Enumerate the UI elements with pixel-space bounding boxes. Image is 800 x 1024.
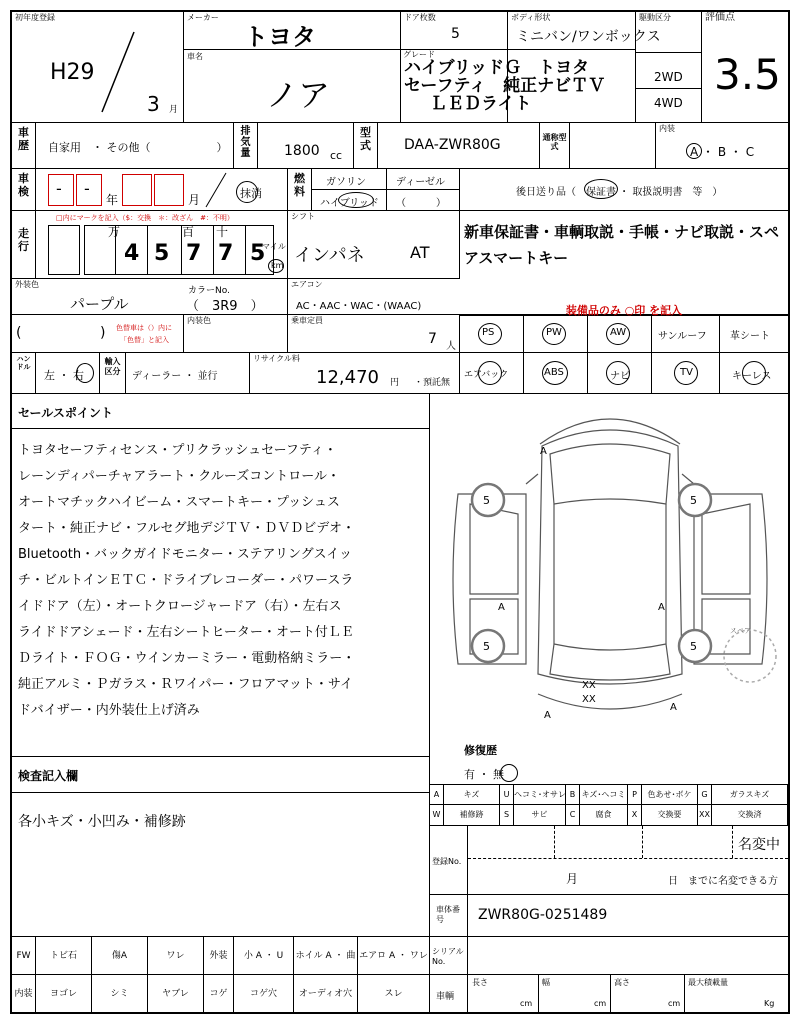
mile-sep-4 bbox=[213, 226, 214, 274]
mark-a-right: A bbox=[658, 602, 665, 613]
legend-cell: S bbox=[500, 805, 514, 825]
legend-cell: X bbox=[628, 805, 642, 825]
int-color-label: 内装色 bbox=[187, 316, 211, 325]
maker-box bbox=[184, 12, 400, 50]
legend-cell: 交換要 bbox=[642, 805, 698, 825]
deliver-cell bbox=[460, 169, 788, 210]
disp-label-cell bbox=[234, 123, 258, 168]
model-label-cell bbox=[354, 123, 378, 168]
car-diagram-svg bbox=[430, 394, 788, 784]
legend-cell: ヘコミ･オサレ bbox=[514, 785, 566, 805]
color-value: パープル bbox=[70, 295, 129, 313]
mile-sep-5 bbox=[245, 226, 246, 274]
use-cell bbox=[36, 123, 234, 168]
legend bbox=[430, 784, 788, 826]
sales-line: タート・純正ナビ・フルセグ地デジＴＶ・ＤＶＤビデオ・ bbox=[18, 521, 355, 536]
shift-value: インパネ bbox=[294, 245, 365, 266]
serial-label: シリアルNo. bbox=[432, 947, 464, 966]
mile-unit-mile: マイル bbox=[262, 242, 286, 251]
insp-month-unit: 月 bbox=[188, 193, 201, 207]
drive-divider-2 bbox=[636, 88, 701, 89]
maker-car-cell bbox=[184, 12, 400, 122]
fuel-gasoline: ガソリン bbox=[326, 177, 366, 188]
equip-leather bbox=[720, 315, 788, 352]
change-paren-l: ( bbox=[16, 325, 22, 341]
legend-cell: B bbox=[566, 785, 580, 805]
damage-cell: ワレ bbox=[148, 937, 204, 975]
spare-label: スペア bbox=[730, 627, 751, 635]
grade-box bbox=[400, 49, 636, 123]
damage-cell: コゲ bbox=[204, 975, 234, 1013]
handle-label-cell bbox=[12, 353, 36, 393]
grade-label: グレード bbox=[403, 50, 435, 59]
sales-box bbox=[12, 394, 430, 757]
score-cell bbox=[702, 12, 788, 122]
import-cell bbox=[126, 353, 250, 393]
aircon-label: エアコン bbox=[291, 280, 323, 289]
mile-note: □内にマークを記入（$：交換 ＊：改ざん #：不明） bbox=[56, 214, 234, 222]
color-row bbox=[12, 279, 460, 315]
mark-xx-1: XX bbox=[582, 680, 596, 691]
tire-rr-grade: 5 bbox=[690, 640, 697, 653]
interior-cell bbox=[656, 123, 788, 168]
serial-label-cell bbox=[430, 937, 468, 975]
car-label: 車名 bbox=[187, 52, 203, 61]
disp-value: 1800 bbox=[284, 143, 320, 159]
equip-aw bbox=[588, 315, 652, 352]
equip-tv bbox=[652, 353, 720, 393]
recycle-value: 12,470 bbox=[316, 367, 379, 388]
legend-cell: サビ bbox=[514, 805, 566, 825]
equip-sunroof-label: サンルーフ bbox=[658, 331, 707, 342]
capacity-unit: 人 bbox=[446, 341, 456, 352]
insp-date-cell bbox=[36, 169, 288, 210]
deliver-label: 後日送り品（ 保証書 ・ 取扱説明書 等 ） bbox=[516, 187, 723, 198]
drive-2wd: 2WD bbox=[654, 70, 683, 84]
doors-box bbox=[401, 12, 507, 50]
damage-grid bbox=[12, 937, 430, 1014]
insp-dash-1: - bbox=[56, 179, 62, 198]
maker-label: メーカー bbox=[187, 13, 219, 22]
mark-a-left: A bbox=[498, 602, 505, 613]
size-hgt: 高さ bbox=[614, 978, 630, 987]
fuel-vdivider bbox=[386, 169, 387, 210]
recycle-cell bbox=[250, 353, 460, 393]
check-title-row bbox=[12, 757, 430, 793]
legend-cell: P bbox=[628, 785, 642, 805]
shift-label: シフト bbox=[291, 212, 315, 221]
equip-navi bbox=[588, 353, 652, 393]
year-cell bbox=[12, 12, 184, 122]
mileage-row bbox=[12, 211, 788, 279]
legend-cell: A bbox=[430, 785, 444, 805]
common-cell bbox=[570, 123, 656, 168]
sales-line: 純正アルミ・Ｐガラス・Ｒワイパー・フロアマット・サイ bbox=[18, 677, 354, 692]
tire-fl-grade: 5 bbox=[483, 494, 490, 507]
equip-sunroof bbox=[652, 315, 720, 352]
fuel-label: 燃料 bbox=[294, 172, 305, 198]
model-value: DAA-ZWR80G bbox=[404, 137, 501, 153]
check-title: 検査記入欄 bbox=[18, 769, 79, 783]
capacity-value: 7 bbox=[428, 331, 437, 347]
interior-value: A ・ B ・ C bbox=[690, 145, 755, 159]
damage-cell: FW bbox=[12, 937, 36, 975]
common-label-cell bbox=[540, 123, 570, 168]
equip-pw-label: PW bbox=[546, 327, 562, 338]
damage-cell: シミ bbox=[92, 975, 148, 1013]
regno-v1 bbox=[554, 826, 555, 858]
maker-value: トヨタ bbox=[244, 23, 316, 51]
doors-value: 5 bbox=[451, 26, 460, 42]
regno-v2 bbox=[642, 826, 643, 858]
disp-cell bbox=[258, 123, 354, 168]
damage-cell: トビ石 bbox=[36, 937, 92, 975]
legend-cell: キズ･ヘコミ bbox=[580, 785, 628, 805]
regno-day-text: 日 までに名変できる方 bbox=[668, 876, 778, 887]
equip-pw bbox=[524, 315, 588, 352]
year-value: H29 bbox=[50, 60, 95, 85]
reg-label: 車歴 bbox=[18, 126, 29, 152]
car-diagram bbox=[430, 394, 788, 784]
fuel-label-cell bbox=[288, 169, 312, 210]
fuel-hybrid: ハイブリッド bbox=[320, 198, 379, 209]
drive-divider bbox=[636, 52, 701, 53]
equip-tv-label: TV bbox=[680, 367, 693, 378]
equip-airbag bbox=[460, 353, 524, 393]
equip-ps-label: PS bbox=[482, 327, 495, 338]
size-box bbox=[430, 975, 788, 1014]
sales-line: レーンディパーチャアラート・クルーズコントロール・ bbox=[18, 469, 341, 484]
equip-aw-label: AW bbox=[610, 327, 627, 338]
capacity-label: 乗車定員 bbox=[291, 316, 323, 325]
mark-a-rear-r: A bbox=[670, 702, 677, 713]
damage-cell: スレ bbox=[358, 975, 430, 1013]
damage-cell: エアロ A ・ ワレ bbox=[358, 937, 430, 975]
drive-label: 駆動区分 bbox=[639, 13, 671, 22]
mile-unit-man: 万 bbox=[108, 225, 121, 239]
mile-digit-2: 5 bbox=[154, 241, 170, 266]
regno-label: 登録No. bbox=[432, 857, 462, 866]
mile-digit-3: 7 bbox=[186, 241, 202, 266]
auction-sheet bbox=[10, 10, 790, 1014]
trans-value: AT bbox=[410, 243, 430, 262]
legend-cell: 色あせ･ボケ bbox=[642, 785, 698, 805]
insp-label: 車検 bbox=[18, 172, 29, 198]
sales-line: Bluetooth・バックガイドモニター・ステアリングスイッ bbox=[18, 547, 353, 562]
legend-cell: W bbox=[430, 805, 444, 825]
repair-value: 有 ・ 無 bbox=[464, 768, 504, 781]
aircon-cell bbox=[288, 279, 460, 314]
mile-label-cell bbox=[12, 211, 36, 279]
sales-line: ドバイザー・内外装仕上げ済み bbox=[18, 703, 200, 718]
month-unit: 月 bbox=[169, 105, 179, 115]
car-value: ノア bbox=[266, 76, 331, 114]
size-load-unit: Kg bbox=[764, 999, 775, 1008]
model-label: 型式 bbox=[360, 126, 371, 152]
header-row bbox=[12, 12, 788, 123]
equip-keyless-label: キーレス bbox=[732, 371, 772, 382]
change-note-2: 「色替」と記入 bbox=[120, 336, 169, 344]
legend-cell: キズ bbox=[444, 785, 500, 805]
mile-mark-box bbox=[48, 225, 80, 275]
color-no-label: カラーNo. bbox=[188, 286, 230, 296]
insp-year-unit: 年 bbox=[106, 193, 119, 207]
regno-change: 名変中 bbox=[738, 837, 780, 853]
chassis-value: ZWR80G-0251489 bbox=[478, 907, 608, 923]
size-wid-unit: cm bbox=[594, 999, 607, 1008]
mark-a-front: A bbox=[540, 446, 547, 457]
mile-label: 走行 bbox=[18, 227, 29, 253]
int-color-cell bbox=[184, 315, 288, 352]
insp-dash-2: - bbox=[84, 179, 90, 198]
damage-cell: ホイル A ・ 曲 bbox=[294, 937, 358, 975]
serial-box bbox=[430, 937, 788, 975]
damage-cell: 外装 bbox=[204, 937, 234, 975]
size-label: 車輌 bbox=[436, 992, 455, 1002]
legend-cell: G bbox=[698, 785, 712, 805]
equip-keyless bbox=[720, 353, 788, 393]
fuel-cell bbox=[312, 169, 460, 210]
change-cell bbox=[12, 315, 184, 352]
legend-cell: U bbox=[500, 785, 514, 805]
regno-label-cell bbox=[430, 826, 468, 895]
size-len: 長さ bbox=[472, 978, 488, 987]
sales-title: セールスポイント bbox=[18, 406, 113, 420]
chassis-box bbox=[430, 895, 788, 937]
interior-label: 内装 bbox=[659, 124, 675, 133]
damage-cell: ヨゴレ bbox=[36, 975, 92, 1013]
grade-line-2: セーフティ 純正ナビＴＶ bbox=[404, 76, 606, 96]
mile-digit-1: 4 bbox=[124, 241, 140, 266]
reg-row bbox=[12, 123, 788, 169]
drive-4wd: 4WD bbox=[654, 96, 683, 110]
size-sep-3 bbox=[684, 975, 685, 1014]
check-value: 各小キズ・小凹み・補修跡 bbox=[18, 814, 186, 830]
size-load: 最大積載量 bbox=[688, 978, 728, 987]
chassis-label: 車体番号 bbox=[436, 905, 460, 924]
insp-label-cell bbox=[12, 169, 36, 210]
damage-cell: 傷A bbox=[92, 937, 148, 975]
inspection-row bbox=[12, 169, 788, 211]
legend-cell: 交換済 bbox=[712, 805, 788, 825]
damage-cell: コゲ穴 bbox=[234, 975, 294, 1013]
shift-cell bbox=[288, 211, 460, 279]
recycle-label: リサイクル料 bbox=[253, 354, 300, 363]
cap-row bbox=[12, 315, 788, 353]
color-no: （ 3R9 ） bbox=[186, 299, 264, 314]
body-value: ミニバン/ワンボックス bbox=[516, 29, 661, 45]
doors-label: ドア枚数 bbox=[404, 13, 436, 22]
size-sep-2 bbox=[610, 975, 611, 1014]
regno-box bbox=[430, 826, 788, 895]
handle-value: 左 ・ 右 bbox=[44, 369, 84, 382]
insp-status: 抹消 bbox=[240, 187, 262, 200]
mile-unit-juu: 十 bbox=[216, 225, 229, 239]
handle-circle bbox=[76, 363, 94, 383]
tire-fr-grade: 5 bbox=[690, 494, 697, 507]
equip-notes-text: 新車保証書・車輌取説・手帳・ナビ取説・スペアスマートキー bbox=[464, 223, 780, 267]
aircon-value: AC・AAC・WAC・(WAAC) bbox=[296, 301, 422, 312]
tire-rl-grade: 5 bbox=[483, 640, 490, 653]
repair-label: 修復歴 bbox=[464, 744, 497, 757]
mile-cell bbox=[36, 211, 288, 279]
mile-digit-5: 5 bbox=[250, 241, 266, 266]
recycle-unit: 円 bbox=[390, 378, 400, 388]
mile-unit-hyaku: 百 bbox=[182, 225, 195, 239]
color-cell bbox=[12, 279, 288, 314]
misc-row bbox=[12, 353, 788, 394]
regno-dash bbox=[468, 858, 788, 859]
mile-sep-2 bbox=[147, 226, 148, 274]
color-label: 外装色 bbox=[15, 280, 39, 289]
regno-v3 bbox=[732, 826, 733, 858]
equip-airbag-label: エアバック bbox=[464, 370, 509, 380]
size-wid: 幅 bbox=[542, 978, 550, 987]
model-cell bbox=[378, 123, 540, 168]
size-sep-1 bbox=[538, 975, 539, 1014]
legend-cell: 補修跡 bbox=[444, 805, 500, 825]
mark-xx-2: XX bbox=[582, 694, 596, 705]
equip-title-box bbox=[460, 299, 788, 316]
drive-cell bbox=[636, 12, 702, 122]
size-hgt-unit: cm bbox=[668, 999, 681, 1008]
equip-abs bbox=[524, 353, 588, 393]
regno-month: 月 bbox=[566, 872, 579, 886]
year-label: 初年度登録 bbox=[15, 13, 55, 22]
fuel-other: （ ） bbox=[396, 198, 446, 209]
capacity-cell bbox=[288, 315, 460, 352]
size-len-unit: cm bbox=[520, 999, 533, 1008]
disp-label: 排気量 bbox=[240, 126, 251, 159]
month-value: 3 bbox=[147, 92, 160, 116]
score-value: 3.5 bbox=[714, 50, 781, 99]
legend-cell: 腐食 bbox=[580, 805, 628, 825]
sales-lines bbox=[18, 438, 425, 724]
grade-line-1: ハイブリッドＧ トヨタ bbox=[404, 58, 590, 78]
handle-cell bbox=[36, 353, 100, 393]
sales-line: イドドア（左）・オートクロージャードア（右）・左右ス bbox=[18, 599, 342, 614]
score-label: 評価点 bbox=[705, 12, 735, 23]
equip-title: 装備品のみ ○印 を記入 bbox=[565, 304, 683, 317]
check-box bbox=[12, 793, 430, 937]
disp-unit: cc bbox=[330, 149, 343, 162]
common-label: 通称型式 bbox=[542, 133, 567, 151]
recycle-deposit: ・預託無 bbox=[414, 378, 451, 388]
sales-line: ライドドアシェード・左右シートヒーター・オート付ＬＥ bbox=[18, 625, 354, 640]
mark-a-rear-l: A bbox=[544, 710, 551, 721]
size-label-cell bbox=[430, 975, 468, 1014]
legend-cell: C bbox=[566, 805, 580, 825]
equip-leather-label: 革シート bbox=[730, 331, 770, 342]
sales-line: オートマチックハイビーム・スマートキー・プッシュス bbox=[18, 495, 340, 510]
change-note-1: 色替車は（）内に bbox=[116, 324, 172, 332]
sales-line: トヨタセーフティセンス・プリクラッシュセーフティ・ bbox=[18, 443, 337, 458]
body-label: ボディ形状 bbox=[511, 13, 551, 22]
import-label: 輸入区分 bbox=[104, 357, 121, 376]
legend-cell: XX bbox=[698, 805, 712, 825]
chassis-label-cell bbox=[430, 895, 468, 937]
import-value: ディーラー ・ 並行 bbox=[132, 371, 218, 382]
equip-abs-label: ABS bbox=[544, 367, 564, 378]
damage-cell: ヤブレ bbox=[148, 975, 204, 1013]
equip-navi-label: ナビ bbox=[610, 371, 630, 382]
sales-line: Ｄライト・ＦＯＧ・ウインカーミラー・電動格納ミラー・ bbox=[18, 651, 356, 666]
reg-label-cell bbox=[12, 123, 36, 168]
grade-line-3: ＬＥＤライト bbox=[430, 94, 532, 114]
damage-cell: 内装 bbox=[12, 975, 36, 1013]
legend-cell: ガラスキズ bbox=[712, 785, 788, 805]
use-value: 自家用 ・ その他（ ） bbox=[48, 141, 228, 154]
mile-digit-4: 7 bbox=[218, 241, 234, 266]
sales-line: チ・ビルトインＥＴＣ・ドライブレコーダー・パワースラ bbox=[18, 573, 354, 588]
sales-title-row bbox=[12, 394, 429, 429]
damage-cell: 小 A ・ U bbox=[234, 937, 294, 975]
deliver-circle bbox=[584, 179, 618, 199]
change-paren-r: ) bbox=[100, 325, 106, 341]
damage-cell: オーディオ穴 bbox=[294, 975, 358, 1013]
mile-unit-km: km bbox=[271, 261, 284, 270]
handle-label: ハンドル bbox=[16, 355, 31, 371]
equip-ps bbox=[460, 315, 524, 352]
fuel-diesel: ディーゼル bbox=[396, 177, 445, 188]
import-label-cell bbox=[100, 353, 126, 393]
